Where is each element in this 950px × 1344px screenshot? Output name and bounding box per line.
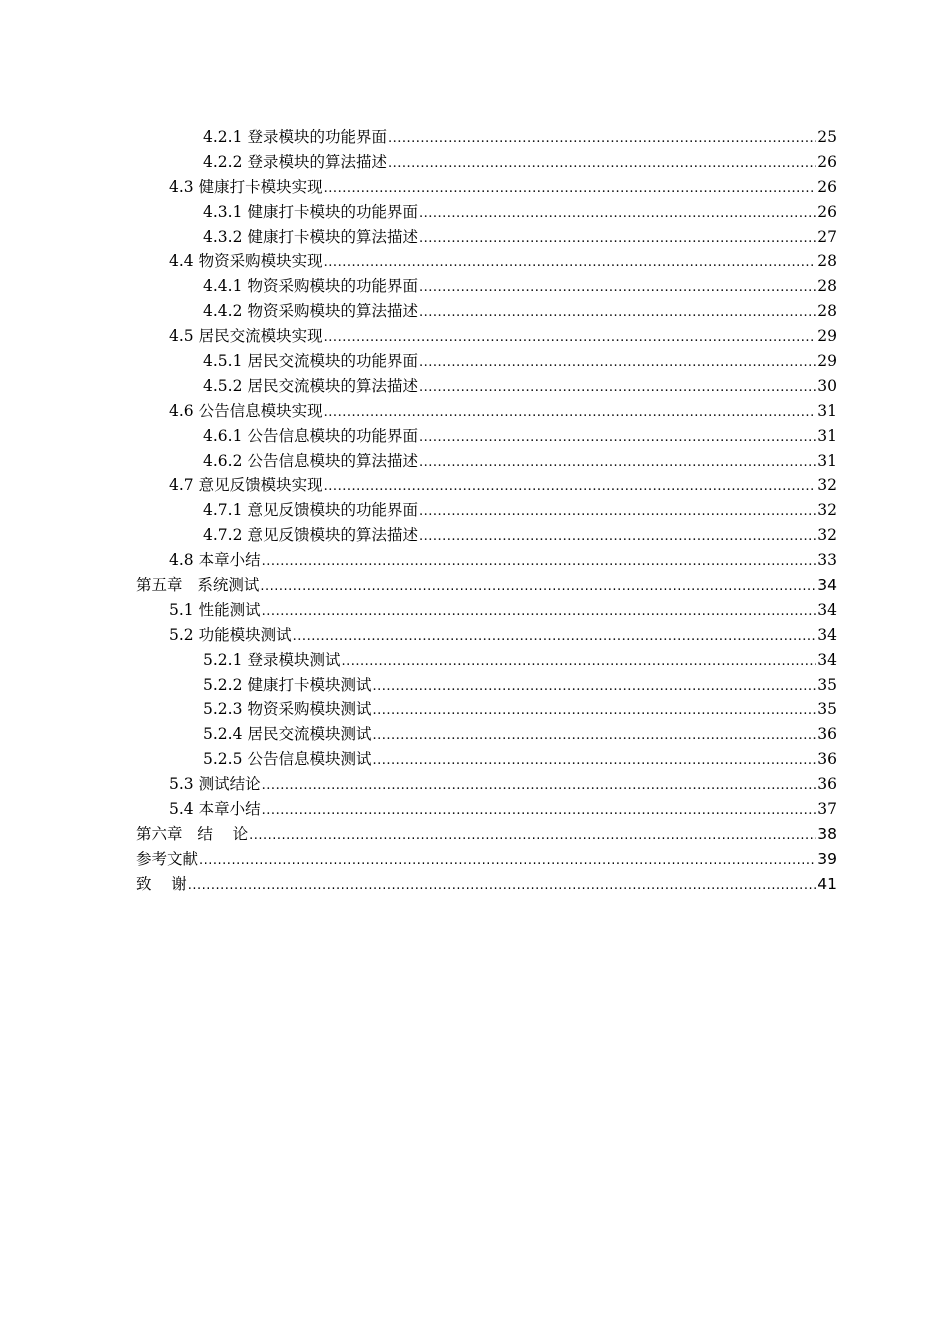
toc-entry-number: 4.2.2	[203, 152, 243, 171]
toc-entry[interactable]	[136, 200, 837, 225]
toc-entry-page: 34	[817, 650, 837, 669]
toc-leader-dots	[372, 753, 816, 768]
toc-entry[interactable]	[136, 772, 837, 797]
toc-entry[interactable]	[136, 847, 837, 872]
toc-entry-page: 31	[817, 451, 837, 470]
toc-entry-title: 登录模块测试	[247, 650, 341, 669]
toc-entry-number: 第六章	[136, 824, 183, 843]
toc-entry-number: 5.1	[169, 600, 194, 619]
toc-entry-title: 测试结论	[198, 775, 261, 794]
toc-entry[interactable]	[136, 797, 837, 822]
toc-entry-number: 4.7.2	[203, 526, 243, 545]
toc-entry-page: 33	[817, 551, 837, 570]
toc-entry[interactable]	[136, 125, 837, 150]
toc-entry[interactable]	[136, 722, 837, 747]
toc-entry[interactable]	[136, 449, 837, 474]
toc-entry-number: 5.2.1	[203, 650, 243, 669]
toc-entry[interactable]	[136, 374, 837, 399]
toc-entry-title: 健康打卡模块的算法描述	[247, 227, 418, 246]
toc-leader-dots	[372, 679, 816, 694]
toc-entry-number: 5.3	[169, 775, 194, 794]
toc-entry-title: 公告信息模块测试	[247, 750, 372, 769]
toc-entry-page: 37	[817, 800, 837, 819]
toc-entry[interactable]	[136, 598, 837, 623]
toc-entry[interactable]	[136, 822, 837, 847]
toc-entry-page: 28	[817, 252, 837, 271]
toc-leader-dots	[249, 828, 816, 843]
toc-entry-page: 29	[817, 327, 837, 346]
toc-leader-dots	[260, 579, 816, 594]
toc-entry[interactable]	[136, 573, 837, 598]
toc-entry[interactable]	[136, 548, 837, 573]
toc-entry-title: 物资采购模块实现	[198, 252, 323, 271]
toc-entry-title: 本章小结	[198, 551, 261, 570]
toc-entry-title: 物资采购模块的算法描述	[247, 302, 418, 321]
toc-leader-dots	[324, 479, 817, 494]
toc-entry-number: 5.4	[169, 800, 194, 819]
toc-entry-page: 34	[817, 576, 837, 595]
toc-entry-page: 39	[817, 849, 837, 868]
toc-entry-title: 公告信息模块实现	[198, 401, 323, 420]
toc-entry-number: 4.6	[169, 401, 194, 420]
toc-entry-page: 27	[817, 227, 837, 246]
toc-leader-dots	[188, 878, 817, 893]
toc-entry-number: 4.5.2	[203, 376, 243, 395]
toc-entry[interactable]	[136, 697, 837, 722]
toc-entry[interactable]	[136, 648, 837, 673]
toc-entry-number: 5.2.3	[203, 700, 243, 719]
toc-leader-dots	[293, 629, 817, 644]
toc-entry-page: 25	[817, 128, 837, 146]
toc-entry-title: 公告信息模块的算法描述	[247, 451, 418, 470]
toc-entry[interactable]	[136, 274, 837, 299]
toc-entry[interactable]	[136, 324, 837, 349]
toc-entry-page: 36	[817, 725, 837, 744]
toc-entry-page: 26	[817, 177, 837, 196]
toc-entry-title: 致 谢	[136, 874, 187, 893]
toc-leader-dots	[388, 131, 816, 146]
toc-entry-title: 登录模块的功能界面	[247, 128, 387, 146]
toc-entry-number: 4.3.2	[203, 227, 243, 246]
toc-entry[interactable]	[136, 623, 837, 648]
toc-leader-dots	[419, 504, 816, 519]
toc-entry-page: 29	[817, 352, 837, 371]
toc-leader-dots	[419, 206, 816, 221]
toc-entry-title: 居民交流模块测试	[247, 725, 372, 744]
toc-entry[interactable]	[136, 747, 837, 772]
toc-entry-page: 34	[817, 625, 837, 644]
toc-leader-dots	[419, 280, 816, 295]
toc-leader-dots	[419, 231, 816, 246]
toc-leader-dots	[419, 305, 816, 320]
toc-leader-dots	[419, 380, 816, 395]
toc-entry-number: 5.2.5	[203, 750, 243, 769]
toc-entry[interactable]	[136, 150, 837, 175]
toc-entry-number: 4.6.2	[203, 451, 243, 470]
toc-entry-page: 26	[817, 202, 837, 221]
toc-entry[interactable]	[136, 498, 837, 523]
toc-entry-number: 5.2	[169, 625, 194, 644]
toc-entry-title: 意见反馈模块的功能界面	[247, 501, 418, 520]
toc-leader-dots	[324, 405, 817, 420]
toc-entry[interactable]	[136, 299, 837, 324]
toc-entry-title: 健康打卡模块的功能界面	[247, 202, 418, 221]
toc-entry[interactable]	[136, 523, 837, 548]
toc-entry[interactable]	[136, 249, 837, 274]
toc-entry-number: 第五章	[136, 576, 183, 595]
toc-entry-title: 居民交流模块的功能界面	[247, 352, 418, 371]
toc-leader-dots	[324, 181, 817, 196]
toc-entry-page: 31	[817, 426, 837, 445]
toc-leader-dots	[262, 778, 817, 793]
toc-entry-title: 系统测试	[187, 576, 260, 595]
toc-entry-page: 31	[817, 401, 837, 420]
toc-entry-title: 物资采购模块测试	[247, 700, 372, 719]
toc-leader-dots	[388, 156, 816, 171]
toc-entry-number: 4.8	[169, 551, 194, 570]
toc-entry-number: 5.2.4	[203, 725, 243, 744]
toc-entry[interactable]	[136, 673, 837, 698]
toc-leader-dots	[419, 355, 816, 370]
toc-entry-number: 5.2.2	[203, 675, 243, 694]
toc-entry[interactable]	[136, 225, 837, 250]
toc-entry-number: 4.3.1	[203, 202, 243, 221]
table-of-contents	[136, 125, 837, 897]
toc-entry-title: 意见反馈模块实现	[198, 476, 323, 495]
toc-entry-number: 4.5.1	[203, 352, 243, 371]
toc-leader-dots	[341, 654, 816, 669]
toc-entry-page: 32	[817, 501, 837, 520]
toc-entry-page: 26	[817, 152, 837, 171]
toc-entry-title: 居民交流模块的算法描述	[247, 376, 418, 395]
toc-entry-page: 41	[817, 874, 837, 893]
toc-leader-dots	[419, 430, 816, 445]
toc-entry[interactable]	[136, 175, 837, 200]
toc-entry-title: 物资采购模块的功能界面	[247, 277, 418, 296]
toc-leader-dots	[419, 455, 816, 470]
toc-entry-page: 35	[817, 675, 837, 694]
toc-entry-number: 4.7.1	[203, 501, 243, 520]
toc-entry-number: 4.6.1	[203, 426, 243, 445]
toc-entry-number: 4.4.1	[203, 277, 243, 296]
toc-entry-title: 意见反馈模块的算法描述	[247, 526, 418, 545]
toc-leader-dots	[372, 728, 816, 743]
toc-entry-number: 4.4	[169, 252, 194, 271]
toc-entry-page: 28	[817, 302, 837, 321]
toc-entry-number: 4.7	[169, 476, 194, 495]
toc-entry-title: 登录模块的算法描述	[247, 152, 387, 171]
toc-entry-page: 28	[817, 277, 837, 296]
toc-entry[interactable]	[136, 399, 837, 424]
toc-entry-title: 健康打卡模块测试	[247, 675, 372, 694]
toc-entry[interactable]	[136, 424, 837, 449]
toc-entry-page: 32	[817, 526, 837, 545]
toc-entry-title: 居民交流模块实现	[198, 327, 323, 346]
toc-entry-title: 健康打卡模块实现	[198, 177, 323, 196]
toc-leader-dots	[324, 330, 817, 345]
toc-entry-number: 4.2.1	[203, 128, 243, 146]
toc-entry[interactable]	[136, 349, 837, 374]
toc-entry[interactable]	[136, 872, 837, 897]
toc-entry[interactable]	[136, 473, 837, 498]
toc-entry-number: 4.3	[169, 177, 194, 196]
toc-entry-title: 性能测试	[198, 600, 261, 619]
toc-entry-page: 34	[817, 600, 837, 619]
toc-entry-title: 功能模块测试	[198, 625, 292, 644]
toc-entry-title: 参考文献	[136, 849, 199, 868]
toc-leader-dots	[324, 255, 817, 270]
toc-entry-number: 4.4.2	[203, 302, 243, 321]
toc-entry-page: 30	[817, 376, 837, 395]
toc-leader-dots	[372, 703, 816, 718]
toc-entry-page: 38	[817, 824, 837, 843]
toc-leader-dots	[199, 853, 816, 868]
toc-entry-page: 36	[817, 775, 837, 794]
toc-leader-dots	[262, 554, 817, 569]
toc-entry-page: 36	[817, 750, 837, 769]
toc-entry-page: 32	[817, 476, 837, 495]
toc-entry-title: 公告信息模块的功能界面	[247, 426, 418, 445]
toc-entry-title: 本章小结	[198, 800, 261, 819]
toc-entry-number: 4.5	[169, 327, 194, 346]
toc-leader-dots	[262, 803, 817, 818]
toc-entry-title: 结 论	[187, 824, 249, 843]
toc-leader-dots	[419, 529, 816, 544]
toc-entry-page: 35	[817, 700, 837, 719]
toc-leader-dots	[262, 604, 817, 619]
